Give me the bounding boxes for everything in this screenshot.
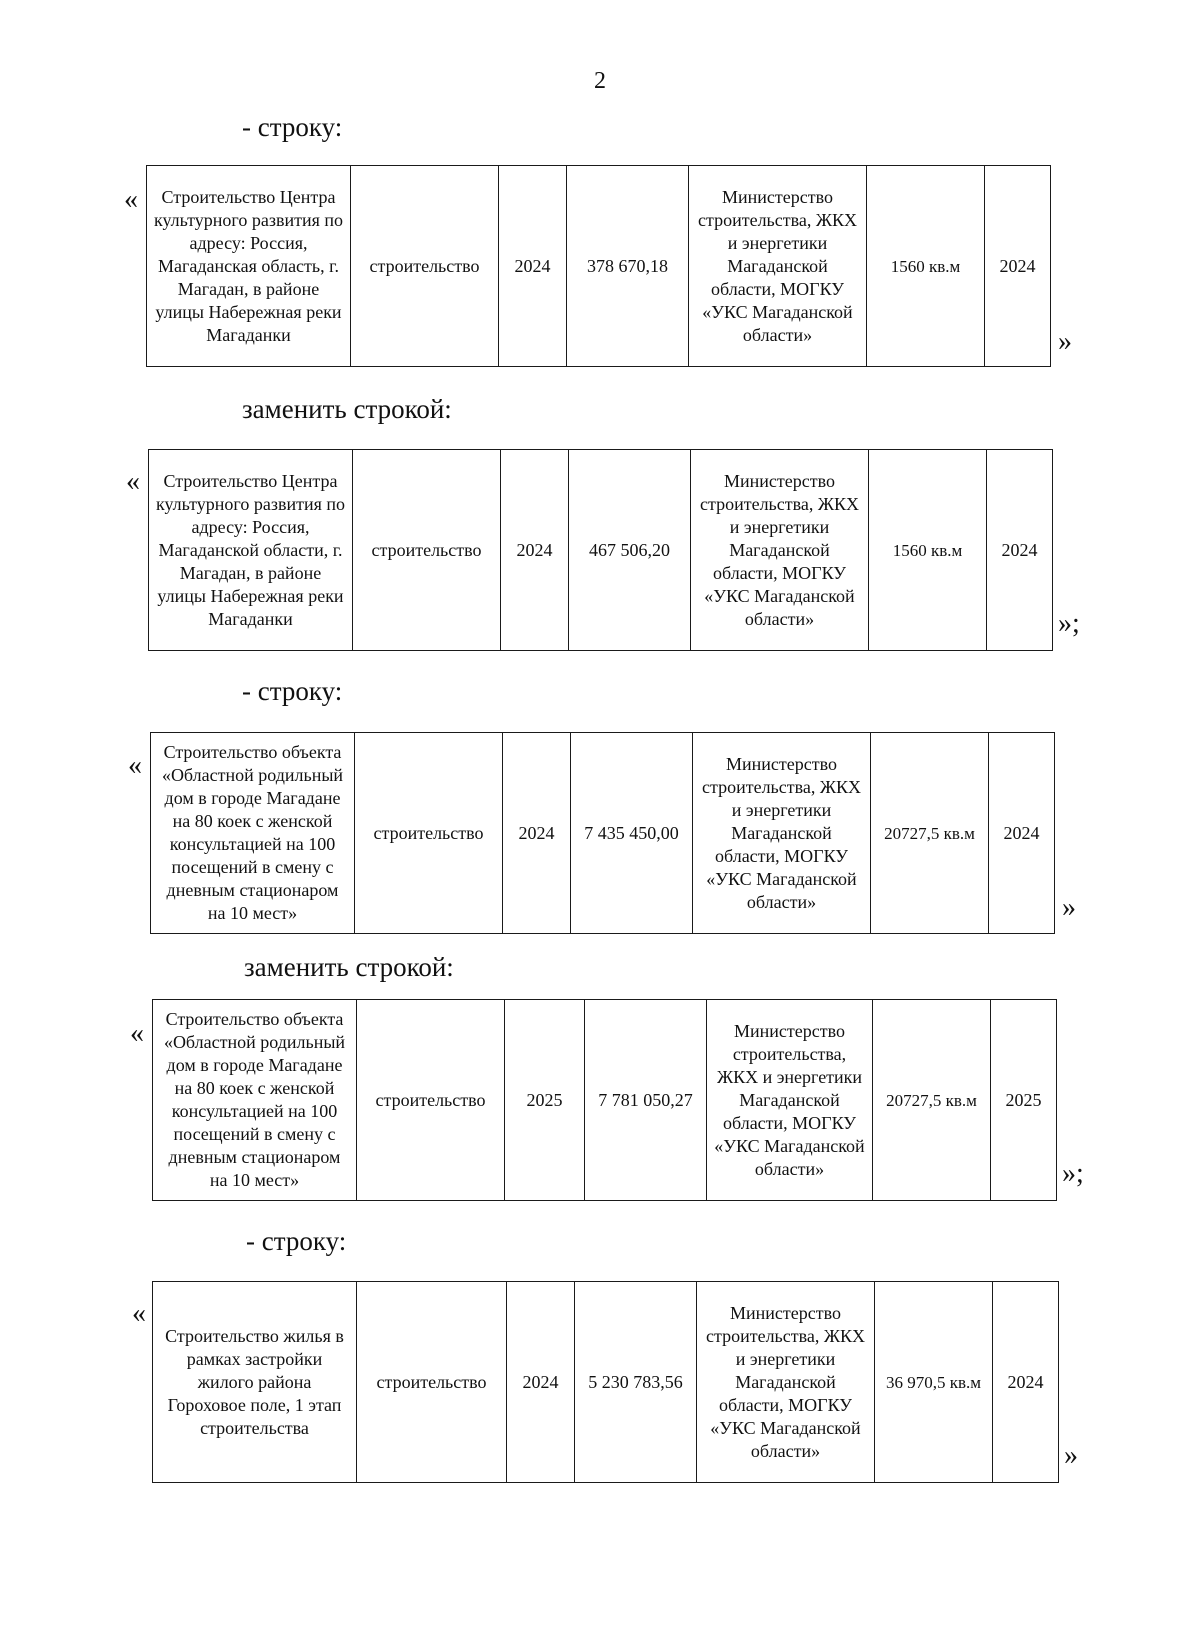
program-row-table: [148, 449, 1053, 651]
program-row-table: [152, 1281, 1059, 1483]
program-row-table: [152, 999, 1057, 1201]
close-quote: »: [1064, 1440, 1078, 1471]
end-year-cell: 2024: [989, 733, 1055, 934]
table-row: [149, 450, 1053, 651]
end-year-cell: 2024: [993, 1282, 1059, 1483]
block-label: - строку:: [242, 112, 343, 142]
customer-cell: Министерство строительства, ЖКХ и энергетики Магаданской области, МОГКУ «УКС Магаданской области»: [697, 1282, 875, 1483]
object-name-cell: Строительство Центра культурного развития по адресу: Россия, Магаданской области, г. Магадан, в районе улицы Набережная реки Магаданки: [149, 450, 353, 651]
work-type-cell: строительство: [353, 450, 501, 651]
capacity-cell: 1560 кв.м: [867, 166, 985, 367]
cost-cell: 7 781 050,27: [585, 1000, 707, 1201]
cost-cell: 5 230 783,56: [575, 1282, 697, 1483]
customer-cell: Министерство строительства, ЖКХ и энергетики Магаданской области, МОГКУ «УКС Магаданской области»: [693, 733, 871, 934]
work-type-cell: строительство: [351, 166, 499, 367]
open-quote: «: [130, 1018, 144, 1049]
capacity-cell: 20727,5 кв.м: [873, 1000, 991, 1201]
start-year-cell: 2025: [505, 1000, 585, 1201]
block-label: - строку:: [246, 1226, 347, 1256]
customer-cell: Министерство строительства, ЖКХ и энергетики Магаданской области, МОГКУ «УКС Магаданской области»: [707, 1000, 873, 1201]
page-number: 2: [594, 68, 606, 94]
object-name-cell: Строительство объекта «Областной родильный дом в городе Магадане на 80 коек с женской консультацией на 100 посещений в смену с дневным стационаром на 10 мест»: [153, 1000, 357, 1201]
open-quote: «: [126, 466, 140, 497]
start-year-cell: 2024: [507, 1282, 575, 1483]
block-label: заменить строкой:: [244, 952, 454, 982]
cost-cell: 467 506,20: [569, 450, 691, 651]
capacity-cell: 1560 кв.м: [869, 450, 987, 651]
table-row: [153, 1282, 1059, 1483]
cost-cell: 7 435 450,00: [571, 733, 693, 934]
table-row: [147, 166, 1051, 367]
block-label: заменить строкой:: [242, 394, 452, 424]
block-label: - строку:: [242, 676, 343, 706]
customer-cell: Министерство строительства, ЖКХ и энергетики Магаданской области, МОГКУ «УКС Магаданской области»: [691, 450, 869, 651]
end-year-cell: 2024: [987, 450, 1053, 651]
program-row-table: [146, 165, 1051, 367]
table-row: [153, 1000, 1057, 1201]
start-year-cell: 2024: [501, 450, 569, 651]
cost-cell: 378 670,18: [567, 166, 689, 367]
table-row: [151, 733, 1055, 934]
open-quote: «: [128, 750, 142, 781]
program-row-table: [150, 732, 1055, 934]
start-year-cell: 2024: [499, 166, 567, 367]
customer-cell: Министерство строительства, ЖКХ и энергетики Магаданской области, МОГКУ «УКС Магаданской области»: [689, 166, 867, 367]
end-year-cell: 2025: [991, 1000, 1057, 1201]
close-quote: »;: [1058, 608, 1080, 639]
end-year-cell: 2024: [985, 166, 1051, 367]
close-quote: »;: [1062, 1158, 1084, 1189]
object-name-cell: Строительство объекта «Областной родильный дом в городе Магадане на 80 коек с женской консультацией на 100 посещений в смену с дневным стационаром на 10 мест»: [151, 733, 355, 934]
capacity-cell: 36 970,5 кв.м: [875, 1282, 993, 1483]
open-quote: «: [132, 1298, 146, 1329]
work-type-cell: строительство: [357, 1000, 505, 1201]
work-type-cell: строительство: [355, 733, 503, 934]
object-name-cell: Строительство жилья в рамках застройки жилого района Гороховое поле, 1 этап строительства: [153, 1282, 357, 1483]
capacity-cell: 20727,5 кв.м: [871, 733, 989, 934]
start-year-cell: 2024: [503, 733, 571, 934]
object-name-cell: Строительство Центра культурного развития по адресу: Россия, Магаданская область, г. Магадан, в районе улицы Набережная реки Магаданки: [147, 166, 351, 367]
work-type-cell: строительство: [357, 1282, 507, 1483]
open-quote: «: [124, 184, 138, 215]
close-quote: »: [1062, 892, 1076, 923]
close-quote: »: [1058, 326, 1072, 357]
